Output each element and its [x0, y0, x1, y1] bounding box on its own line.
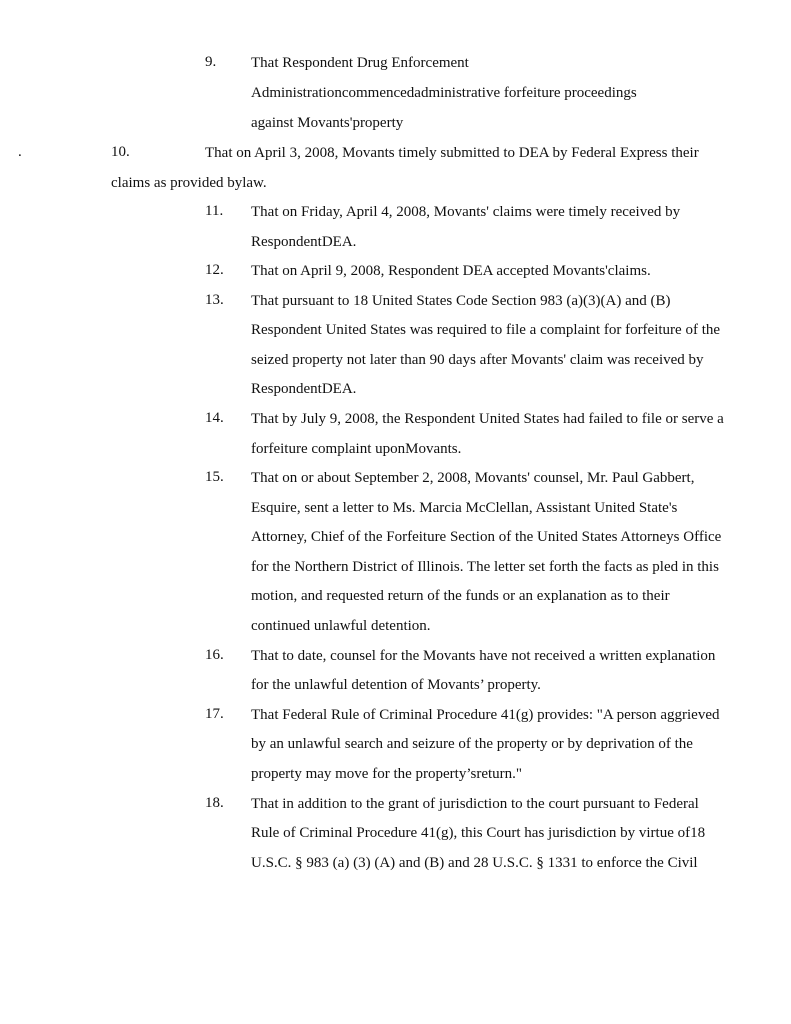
stray-mark: . [18, 144, 22, 160]
paragraph-line: That on Friday, April 4, 2008, Movants' claims were timely received by [251, 204, 681, 220]
paragraph-line: RespondentDEA. [251, 234, 357, 250]
paragraph-line: for the unlawful detention of Movants’ property. [251, 677, 541, 693]
paragraph-line: Respondent United States was required to file a complaint for forfeiture of the [251, 322, 721, 338]
paragraph-line: by an unlawful search and seizure of the property or by deprivation of the [251, 736, 693, 752]
paragraph-number: 17. [205, 706, 224, 722]
paragraph-line: Attorney, Chief of the Forfeiture Section of the United States Attorneys Office [251, 529, 722, 545]
paragraph-line: That on or about September 2, 2008, Movants' counsel, Mr. Paul Gabbert, [251, 470, 695, 486]
paragraph-line: That by July 9, 2008, the Respondent United States had failed to file or serve a [251, 411, 724, 427]
paragraph-number: 12. [205, 262, 224, 278]
paragraph-number: 16. [205, 647, 224, 663]
paragraph-line: seized property not later than 90 days after Movants' claim was received by [251, 352, 704, 368]
paragraph-line: for the Northern District of Illinois. The letter set forth the facts as pled in this [251, 559, 719, 575]
paragraph-line: That on April 9, 2008, Respondent DEA accepted Movants'claims. [251, 263, 651, 279]
paragraph-line: U.S.C. § 983 (a) (3) (A) and (B) and 28 U.S.C. § 1331 to enforce the Civil [251, 855, 698, 871]
paragraph-line: against Movants'property [251, 115, 404, 131]
paragraph-line: Rule of Criminal Procedure 41(g), this Court has jurisdiction by virtue of18 [251, 825, 706, 841]
paragraph-number: 18. [205, 795, 224, 811]
paragraph-number: 10. [111, 144, 130, 160]
paragraph-number: 14. [205, 410, 224, 426]
paragraph-line: That Federal Rule of Criminal Procedure 41(g) provides: "A person aggrieved [251, 707, 720, 723]
paragraph-number: 11. [205, 203, 224, 219]
paragraph-line: Esquire, sent a letter to Ms. Marcia McClellan, Assistant United State's [251, 500, 678, 516]
paragraph-line: That in addition to the grant of jurisdiction to the court pursuant to Federal [251, 796, 699, 812]
paragraph-line: continued unlawful detention. [251, 618, 431, 634]
paragraph-line: forfeiture complaint uponMovants. [251, 441, 462, 457]
paragraph-number: 13. [205, 292, 224, 308]
paragraph-line: That pursuant to 18 United States Code Section 983 (a)(3)(A) and (B) [251, 293, 671, 309]
paragraph-line: motion, and requested return of the funds or an explanation as to their [251, 588, 670, 604]
paragraph-number: 9. [205, 54, 217, 70]
paragraph-line: That Respondent Drug Enforcement [251, 55, 469, 71]
paragraph-number: 15. [205, 469, 224, 485]
paragraph-line: claims as provided bylaw. [111, 175, 267, 191]
paragraph-line: RespondentDEA. [251, 381, 357, 397]
paragraph-line: Administrationcommencedadministrative forfeiture proceedings [251, 85, 637, 101]
paragraph-line: That to date, counsel for the Movants have not received a written explanation [251, 648, 716, 664]
paragraph-line: property may move for the property’sreturn." [251, 766, 523, 782]
paragraph-line: That on April 3, 2008, Movants timely submitted to DEA by Federal Express their [205, 145, 699, 161]
